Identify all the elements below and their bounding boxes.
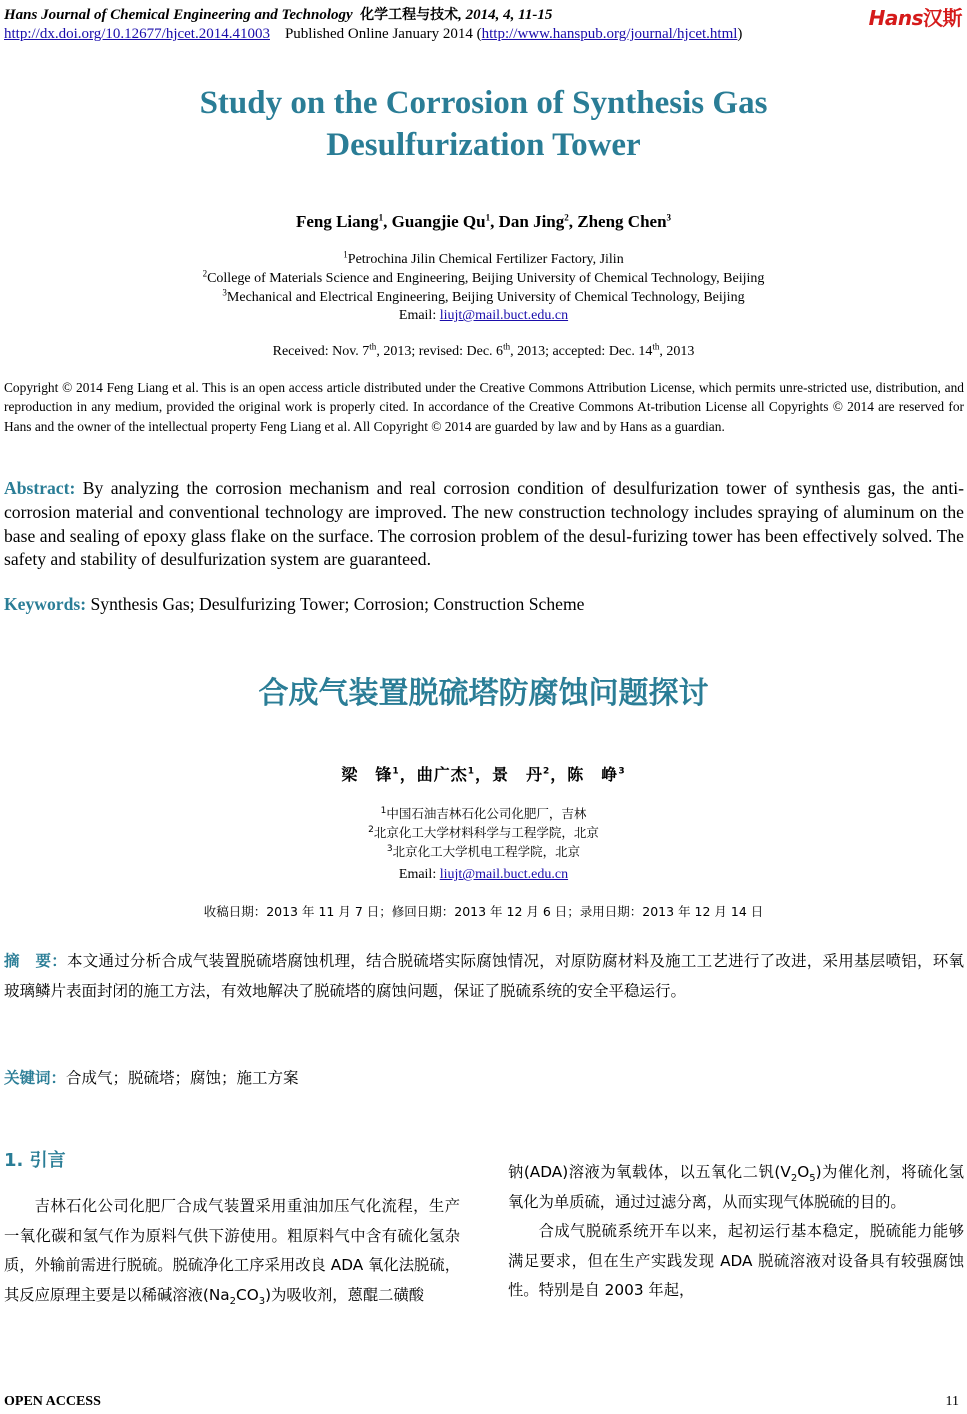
body-column-right	[508, 1158, 964, 1306]
logo-latin: Hans	[868, 6, 923, 30]
affiliation-en-sup: 2	[202, 268, 208, 279]
journal-name-cn: 化学工程与技术	[360, 7, 459, 23]
keywords-cn	[4, 1066, 299, 1088]
paren-close: )	[737, 26, 743, 42]
keywords-cn-text: 合成气；脱硫塔；腐蚀；施工方案	[66, 1069, 299, 1087]
journal-link[interactable]: http://www.hanspub.org/journal/hjcet.html	[481, 26, 738, 42]
body-paragraph	[4, 1192, 460, 1310]
section-1-title: 1. 引言	[4, 1150, 66, 1171]
author-cn-name: 景 丹	[492, 765, 544, 784]
author-en-sup: 2	[564, 212, 569, 223]
email-link-cn[interactable]: liujt@mail.buct.edu.cn	[439, 867, 569, 882]
affiliation-cn-sup: 1	[380, 805, 387, 816]
revised-sup: th	[503, 341, 511, 352]
doi-link[interactable]: http://dx.doi.org/10.12677/hjcet.2014.41003	[4, 26, 270, 42]
abstract-text: By analyzing the corrosion mechanism and real corrosion condition of desulfurization tower of synthesis gas, the anti-corrosion material and conventional technology are improved. The new construction technology includes spraying of aluminum on the base and sealing of epoxy glass flake on the surface. The corrosion problem of the desul-furizing tower has been effectively solved. The safety and stability of desulfurization system are guaranteed.	[4, 478, 964, 570]
keywords-en	[4, 594, 584, 615]
revised-part: , 2013; revised: Dec. 6	[376, 344, 504, 359]
author-en-sup: 3	[666, 212, 672, 223]
author-en-sup: 1	[378, 212, 384, 223]
journal-name-en: Hans Journal of Chemical Engineering and Technology	[4, 7, 353, 23]
copyright-notice: Copyright © 2014 Feng Liang et al. This is an open access article distributed under the Creative Commons Attribution License, which permits unre-stricted use, distribution, and reproduction in any medium, provided the original work is properly cited. In accordance of the Creative Commons At-tribution License all Copyrights © 2014 are reserved for Hans and the owner of the intellectual property Feng Liang et al. All Copyright © 2014 are guarded by law and by Hans as a guardian.	[4, 380, 964, 434]
dates-cn: 收稿日期：2013 年 11 月 7 日；修回日期：2013 年 12 月 6 日；录用日期：2013 年 12 月 14 日	[203, 904, 764, 919]
received-part: Received: Nov. 7	[272, 344, 370, 359]
journal-citation	[4, 4, 552, 24]
affiliation-en-text: College of Materials Science and Engineering, Beijing University of Chemical Technology, Beijing	[207, 271, 765, 286]
affiliation-cn-text: 北京化工大学材料科学与工程学院，北京	[373, 825, 599, 840]
author-cn-separator: ，	[399, 765, 417, 784]
author-en-separator: ,	[383, 212, 392, 231]
body-text: )为吸收剂，蒽醌二磺酸	[265, 1285, 425, 1304]
email-label: Email:	[398, 308, 440, 323]
body-text: )为催化剂，将硫化氢氧化为单质硫，通过过滤分离，从而实现气体脱硫的目的。	[508, 1163, 965, 1211]
abstract-cn-text: 本文通过分析合成气装置脱硫塔腐蚀机理，结合脱硫塔实际腐蚀情况，对原防腐材料及施工工艺进行了改进，采用基层喷铝，环氧玻璃鳞片表面封闭的施工方法，有效地解决了脱硫塔的腐蚀问题，保证了脱硫系统的安全平稳运行。	[4, 952, 964, 1000]
author-en-separator: ,	[568, 212, 578, 231]
journal-issue: , 2014, 4, 11-15	[458, 7, 553, 23]
author-en-name: Dan Jing	[498, 212, 565, 231]
author-cn-sup: 1	[392, 766, 400, 777]
keywords-label: Keywords:	[4, 594, 87, 614]
abstract-label: Abstract:	[4, 478, 76, 498]
published-text: Published Online January 2014 (	[284, 26, 482, 42]
author-cn-name: 陈 峥	[567, 765, 619, 784]
email-en	[0, 306, 967, 325]
abstract-cn-label: 摘 要：	[4, 952, 67, 970]
title-en-line1: Study on the Corrosion of Synthesis Gas	[199, 85, 768, 121]
subscript: 5	[809, 1173, 816, 1185]
accepted-part: , 2013; accepted: Dec. 14	[510, 344, 653, 359]
doi-line	[4, 26, 742, 43]
page-header	[4, 2, 964, 48]
author-cn-name: 曲广杰	[416, 765, 468, 784]
author-en-name: Guangjie Qu	[391, 212, 486, 231]
author-cn-separator: ，	[550, 765, 568, 784]
body-paragraph: 合成气脱硫系统开车以来，起初运行基本稳定，脱硫能力能够满足要求，但在生产实践发现 ADA 脱硫溶液对设备具有较强腐蚀性。特别是自 2003 年起，	[508, 1222, 964, 1300]
email-link[interactable]: liujt@mail.buct.edu.cn	[439, 308, 569, 323]
hans-logo	[869, 2, 962, 31]
affiliation-en-line	[0, 288, 967, 307]
subscript: 2	[790, 1173, 798, 1185]
affiliation-cn-line	[0, 823, 967, 842]
body-paragraph	[508, 1158, 964, 1217]
body-text: 钠(ADA)溶液为氧载体，以五氧化二钒(V	[508, 1163, 791, 1181]
keywords-cn-label: 关键词：	[4, 1069, 67, 1087]
email-cn	[0, 864, 967, 884]
authors-en	[0, 212, 967, 232]
body-text: O	[797, 1163, 810, 1181]
title-en	[0, 82, 967, 166]
accepted-sup: th	[652, 341, 660, 352]
keywords-text: Synthesis Gas; Desulfurizing Tower; Corrosion; Construction Scheme	[86, 594, 585, 614]
affiliation-en-line	[0, 269, 967, 288]
affiliation-en-line	[0, 250, 967, 269]
body-column-left	[4, 1192, 460, 1310]
title-cn: 合成气装置脱硫塔防腐蚀问题探讨	[258, 676, 709, 711]
author-en-name: Zheng Chen	[577, 212, 667, 231]
affiliation-en-text: Mechanical and Electrical Engineering, Beijing University of Chemical Technology, Beijing	[226, 290, 745, 305]
author-cn-sup: 3	[618, 766, 626, 777]
page-number: 11	[945, 1394, 959, 1409]
affiliation-en-sup: 3	[222, 287, 227, 298]
author-cn-separator: ，	[474, 765, 492, 784]
title-en-line2: Desulfurization Tower	[326, 127, 641, 163]
author-en-separator: ,	[490, 212, 499, 231]
affiliation-cn-text: 中国石油吉林石化公司化肥厂，吉林	[386, 806, 587, 821]
author-en-sup: 1	[485, 212, 491, 223]
affiliation-cn-sup: 3	[386, 843, 393, 854]
affiliation-cn-text: 北京化工大学机电工程学院，北京	[392, 844, 581, 859]
affiliations-en	[0, 250, 967, 307]
abstract-en	[4, 477, 964, 572]
subscript: 2	[229, 1295, 237, 1307]
affiliation-en-sup: 1	[343, 249, 348, 260]
affiliations-cn	[0, 804, 967, 861]
affiliation-cn-sup: 2	[368, 824, 374, 835]
affiliation-cn-line	[0, 842, 967, 861]
footer-open-access: OPEN ACCESS	[4, 1394, 101, 1409]
author-en-name: Feng Liang	[295, 212, 379, 231]
affiliation-cn-line	[0, 804, 967, 823]
logo-cn: 汉斯	[923, 6, 962, 30]
year-part: , 2013	[659, 344, 695, 359]
received-dates	[0, 342, 967, 361]
author-cn-sup: 1	[467, 766, 475, 777]
author-cn-sup: 2	[543, 766, 551, 777]
subscript: 3	[258, 1295, 266, 1307]
received-sup: th	[369, 341, 377, 352]
email-label-cn: Email:	[398, 867, 440, 882]
affiliation-en-text: Petrochina Jilin Chemical Fertilizer Factory, Jilin	[347, 252, 624, 267]
body-text: CO	[236, 1285, 259, 1304]
authors-cn	[0, 762, 967, 785]
body-text: 吉林石化公司化肥厂合成气装置采用重油加压气化流程，生产一氧化碳和氢气作为原料气供下游使用。粗原料气中含有硫化氢杂质，外输前需进行脱硫。脱硫净化工序采用改良 ADA 氧化法脱硫，其反应原理主要是以稀碱溶液(Na	[4, 1197, 460, 1304]
abstract-cn	[4, 946, 964, 1006]
author-cn-name: 梁 锋	[341, 765, 393, 784]
